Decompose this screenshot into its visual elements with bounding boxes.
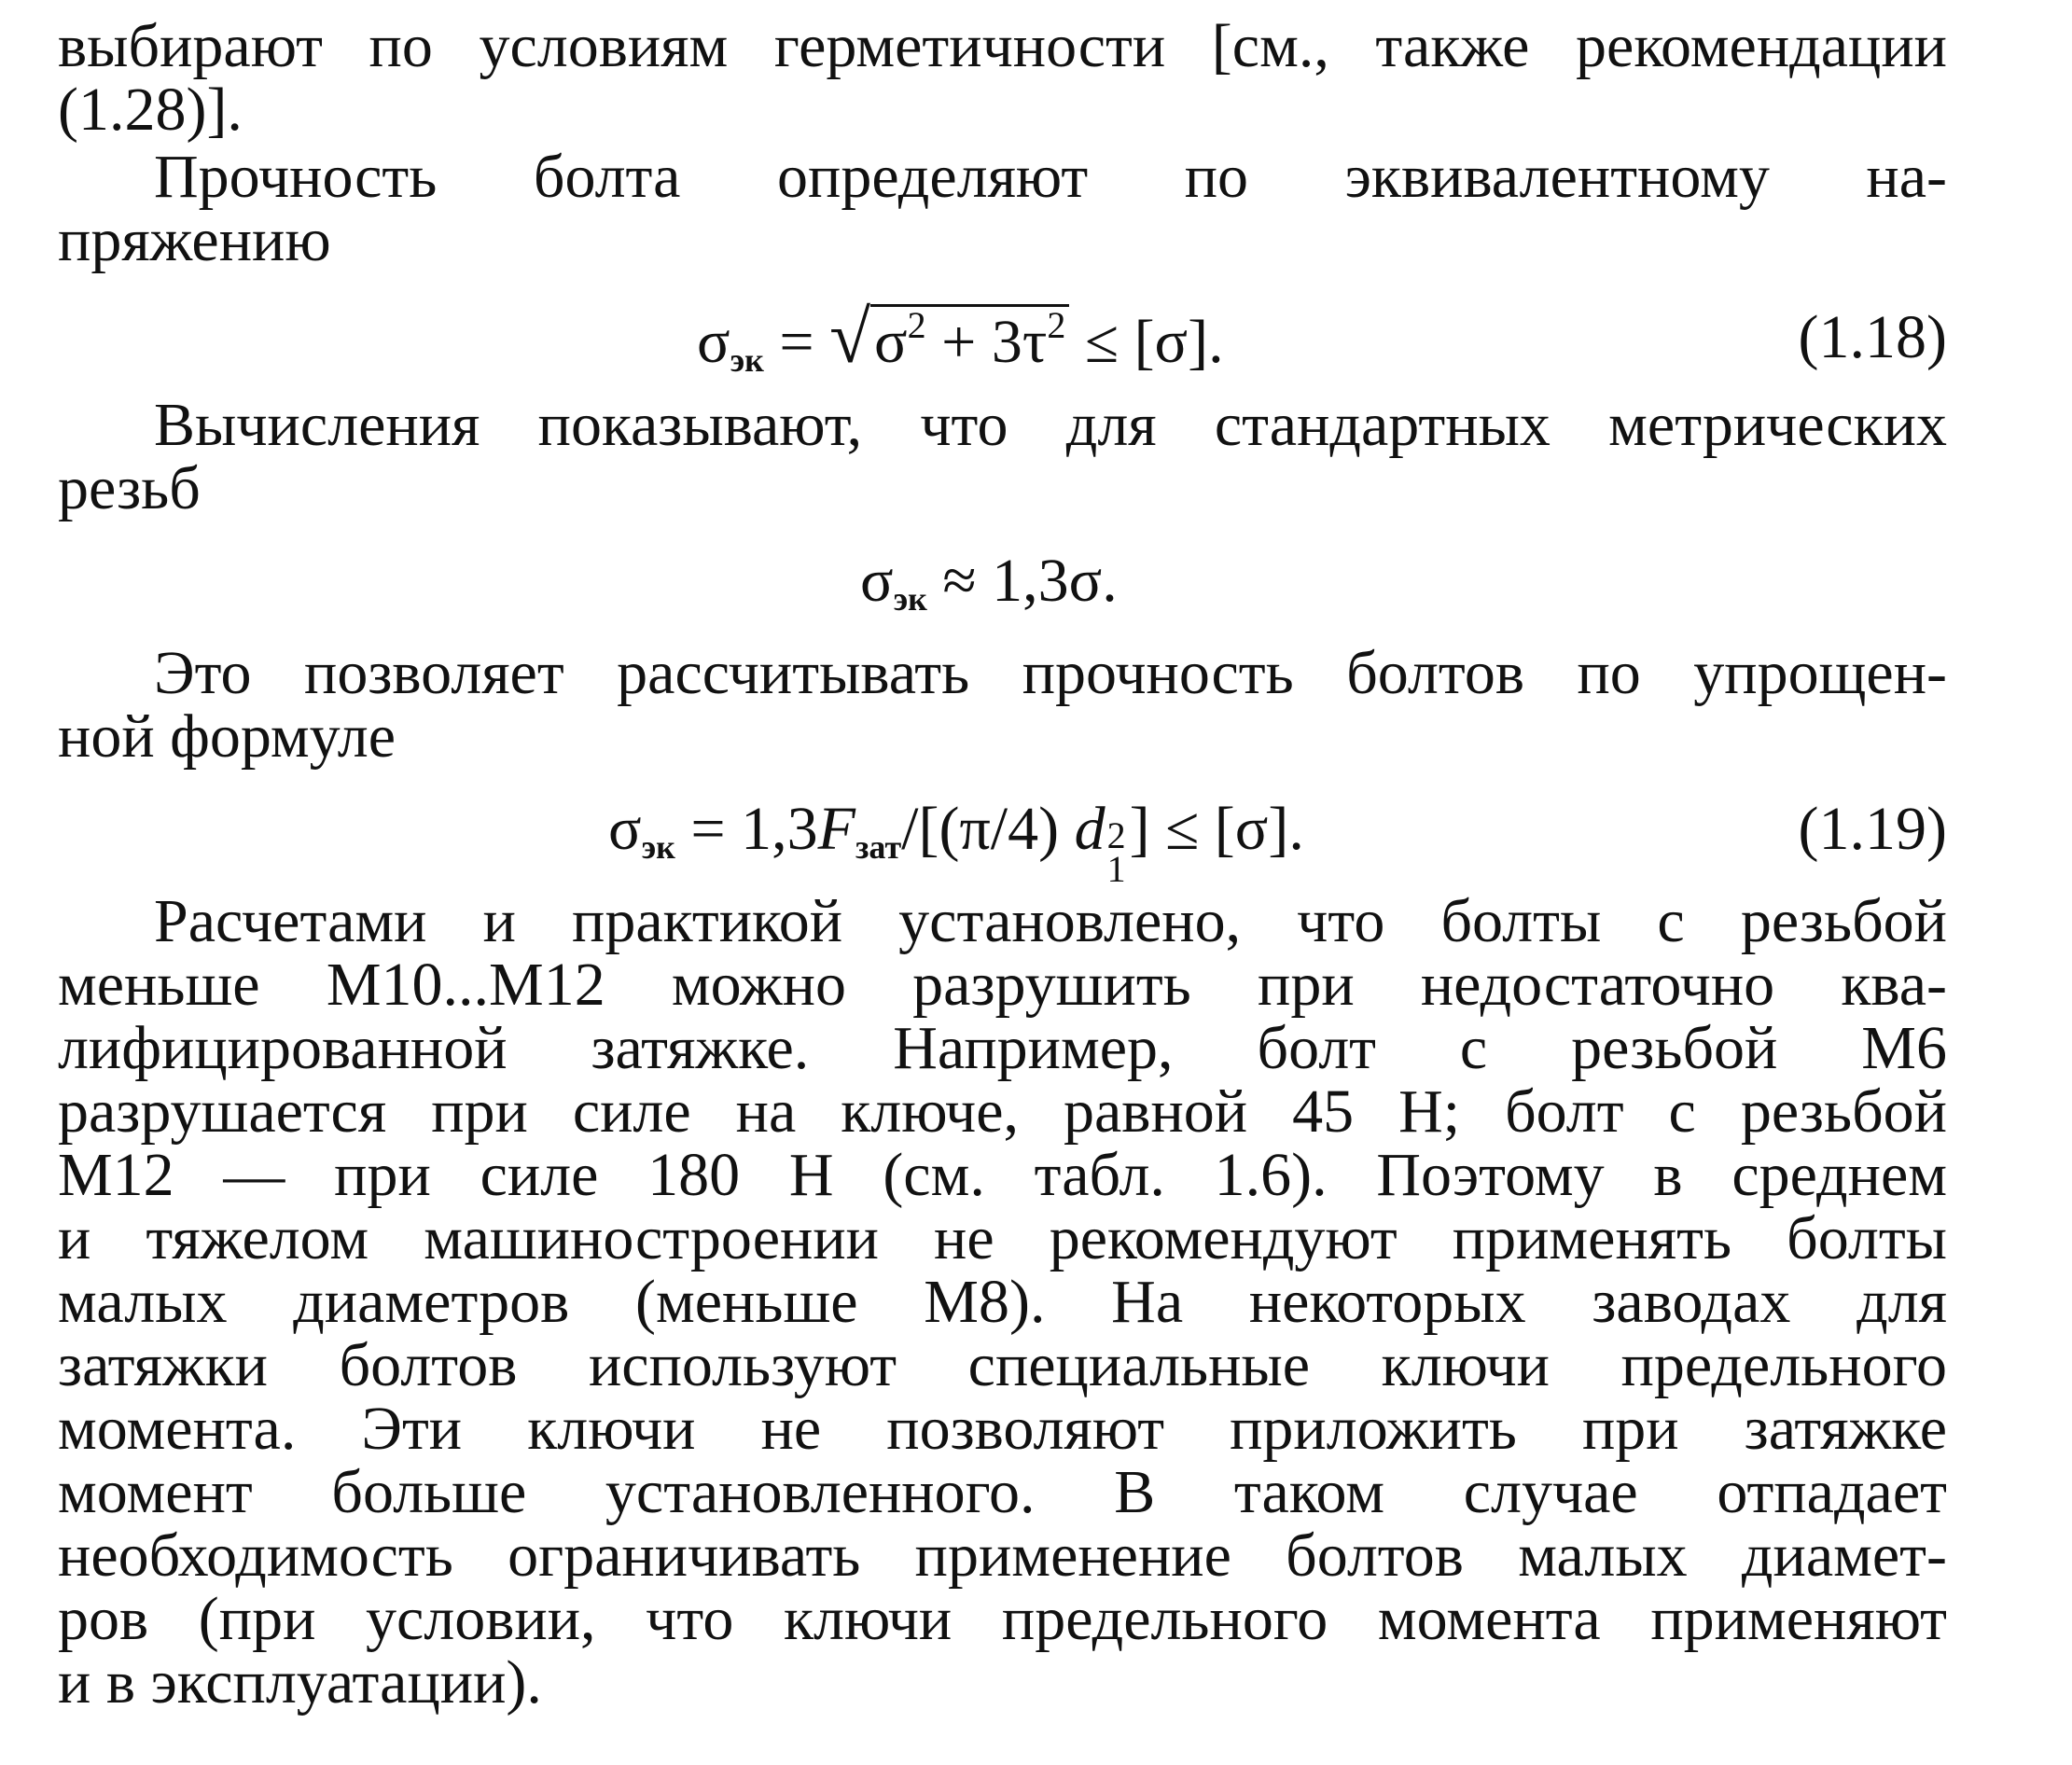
text-line: резьб <box>58 454 201 522</box>
equation-number: (1.19) <box>1798 795 1947 863</box>
paragraph-intro <box>58 12 1947 144</box>
text-line: момента. Эти ключи не позволяют приложить при затяжке <box>58 1395 1947 1463</box>
text-line: лифицированной затяжке. Например, болт с резьбой М6 <box>58 1014 1947 1082</box>
equation-number: (1.18) <box>1798 303 1947 371</box>
text-line: и тяжелом машиностроении не рекомендуют применять болты <box>58 1204 1947 1272</box>
text-line: М12 — при силе 180 Н (см. табл. 1.6). Поэтому в среднем <box>58 1141 1947 1209</box>
text-line: ной формуле <box>58 702 396 771</box>
paragraph-strength-cont <box>58 206 1947 274</box>
paragraph-strength <box>58 143 1947 211</box>
paragraph-calc-cont <box>58 454 1947 522</box>
text-line: разрушается при силе на ключе, равной 45 Н; болт с резьбой <box>58 1077 1947 1146</box>
paragraph-simplified <box>58 639 1947 707</box>
text-line: Это позволяет рассчитывать прочность болтов по упрощен- <box>154 639 1947 707</box>
text-line: момент больше установленного. В таком случае отпадает <box>58 1458 1947 1526</box>
text-line: затяжки болтов используют специальные ключи предельного <box>58 1331 1947 1399</box>
text-line: и в эксплуатации). <box>58 1648 542 1716</box>
text-line: (1.28)]. <box>58 76 243 144</box>
text-line: ров (при условии, что ключи предельного момента применяют <box>58 1585 1947 1653</box>
text-line: малых диаметров (меньше М8). На некоторых заводах для <box>58 1268 1947 1336</box>
equation-1-18 <box>58 282 1947 394</box>
equation-1-19 <box>58 769 1947 890</box>
text-line: меньше М10...М12 можно разрушить при недостаточно ква- <box>58 951 1947 1019</box>
equation-1-18-expression: $\sigma_{эк} = √\sigma^2 + 3\tau^2 \le [\sigma]$. <box>697 297 1224 379</box>
text-line: Прочность болта определяют по эквивалентному на- <box>154 143 1947 211</box>
text-line: необходимость ограничивать применение болтов малых диамет- <box>58 1522 1947 1590</box>
equation-1-19-expression: $\sigma_{эк} = 1,3F_{зат}/[(\pi/4)$ d 2 1 ] ≤ [σ]. <box>608 795 1304 890</box>
text-line: Вычисления показывают, что для стандартных метрических <box>154 391 1947 459</box>
paragraph-calc <box>58 391 1947 459</box>
text-line: Расчетами и практикой установлено, что болты с резьбой <box>154 887 1947 955</box>
text-line: выбирают по условиям герметичности [см., также рекомендации <box>58 12 1947 80</box>
text-line: пряжению <box>58 206 331 274</box>
equation-approx-expression: $\sigma_{эк} \approx 1,3\sigma$. <box>860 547 1118 618</box>
document-page <box>58 12 1947 1716</box>
paragraph-simplified-cont <box>58 702 1947 771</box>
paragraph-practice <box>58 887 1947 1716</box>
equation-approx <box>58 521 1947 642</box>
